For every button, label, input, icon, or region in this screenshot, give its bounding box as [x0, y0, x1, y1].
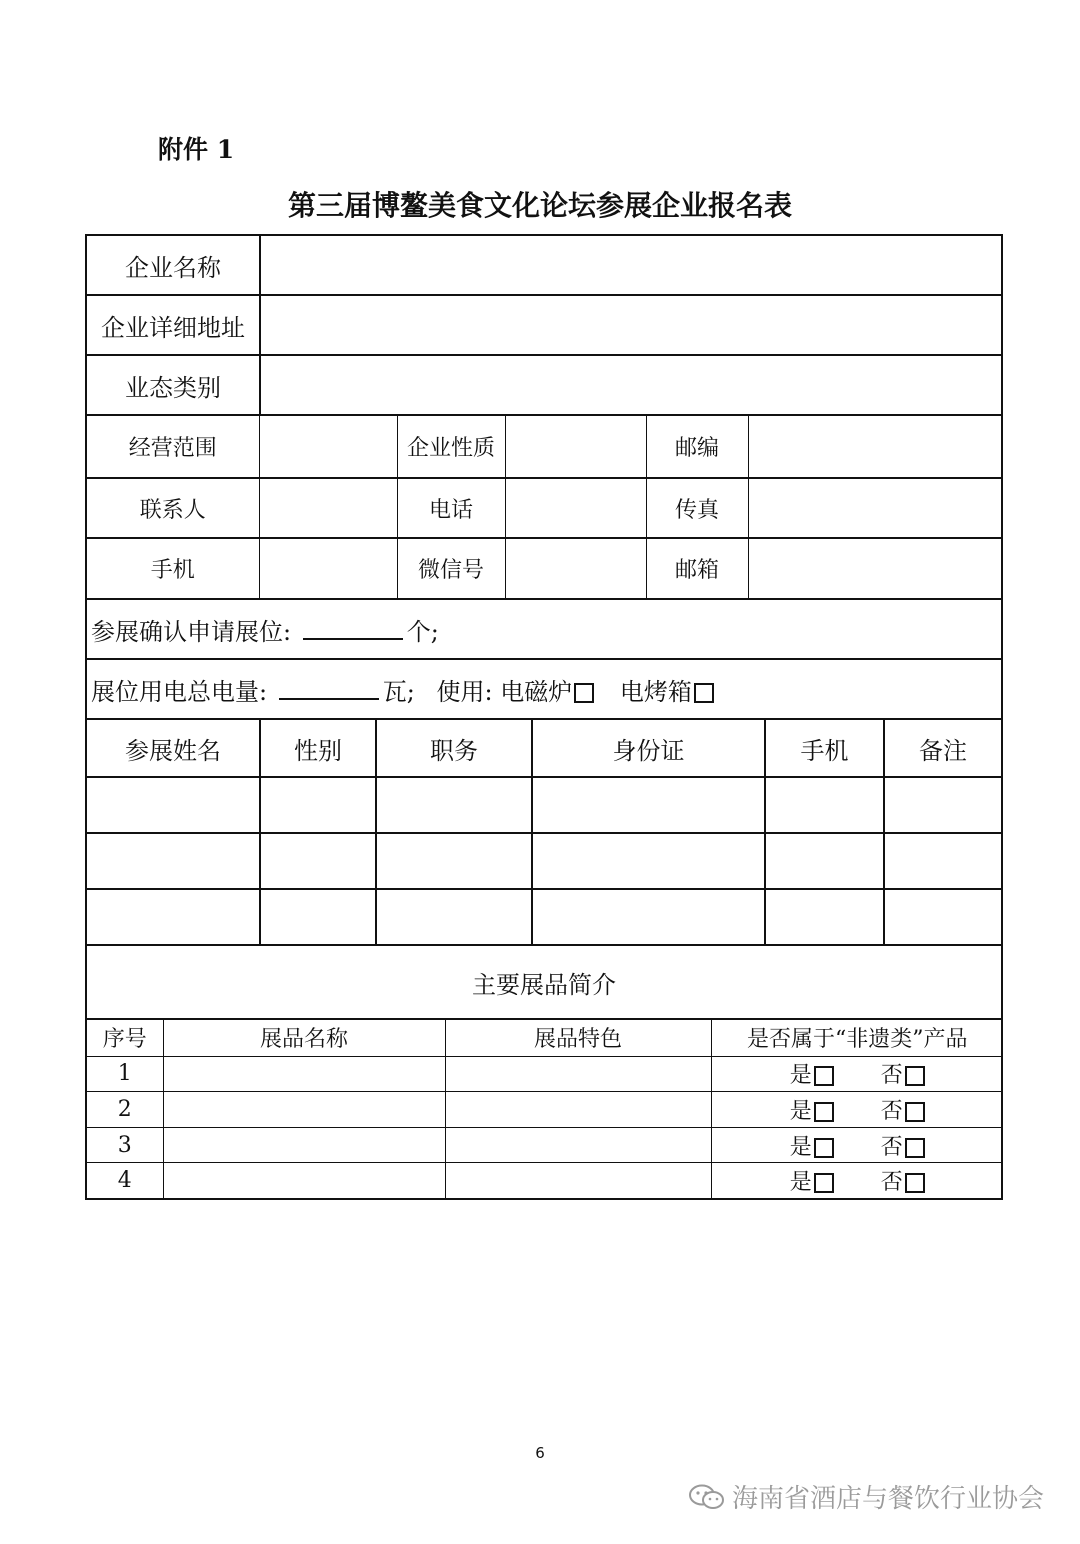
company-info-row [86, 415, 1002, 478]
company-address-label: 企业详细地址 [86, 295, 260, 355]
no-label: 否 [880, 1063, 903, 1089]
fax-field[interactable] [748, 479, 1002, 537]
attendee-cell[interactable] [532, 777, 765, 833]
product-row [87, 1056, 1002, 1092]
attendee-row [86, 833, 1002, 889]
power-unit: 瓦; [382, 677, 415, 706]
attendee-header-name: 参展姓名 [86, 719, 260, 777]
phone-label: 电话 [397, 479, 505, 537]
contact-info-row [86, 478, 1002, 538]
attendee-header-gender: 性别 [260, 719, 376, 777]
company-name-label: 企业名称 [86, 235, 260, 295]
scope-field[interactable] [259, 416, 397, 477]
scope-label: 经营范围 [87, 416, 259, 477]
product-header-feature: 展品特色 [445, 1020, 711, 1056]
product-name-field[interactable] [163, 1163, 445, 1198]
attendee-header-notes: 备注 [884, 719, 1002, 777]
product-feature-field[interactable] [445, 1163, 711, 1198]
yes-label: 是 [789, 1098, 812, 1124]
attendee-cell[interactable] [260, 777, 376, 833]
product-row [87, 1092, 1002, 1128]
attendee-cell[interactable] [532, 833, 765, 889]
product-name-field[interactable] [163, 1092, 445, 1128]
company-name-field[interactable] [260, 235, 1002, 295]
product-row [87, 1163, 1002, 1198]
product-heritage-options [711, 1163, 1002, 1198]
page-number: 6 [535, 1444, 545, 1462]
product-row [87, 1127, 1002, 1163]
yes-label: 是 [789, 1063, 812, 1089]
attendee-cell[interactable] [532, 889, 765, 945]
attendee-cell[interactable] [884, 889, 1002, 945]
product-number: 1 [87, 1056, 163, 1092]
product-header-name: 展品名称 [163, 1020, 445, 1056]
no-checkbox[interactable] [905, 1138, 925, 1158]
power-option-induction: 电磁炉 [500, 677, 573, 706]
no-checkbox[interactable] [905, 1173, 925, 1193]
attendee-cell[interactable] [376, 777, 532, 833]
yes-label: 是 [789, 1170, 812, 1196]
wechat-field[interactable] [505, 539, 646, 598]
fax-label: 传真 [646, 479, 748, 537]
booth-row [86, 599, 1002, 659]
yes-checkbox[interactable] [814, 1066, 834, 1086]
no-label: 否 [880, 1098, 903, 1124]
attendee-cell[interactable] [376, 889, 532, 945]
email-field[interactable] [748, 539, 1002, 598]
booth-count-blank[interactable] [303, 616, 403, 640]
wechat-icon [688, 1483, 726, 1511]
attendee-cell[interactable] [260, 833, 376, 889]
product-heritage-options [711, 1127, 1002, 1163]
attendee-cell[interactable] [86, 833, 260, 889]
products-section-title: 主要展品简介 [86, 945, 1002, 1019]
mobile-info-row [86, 538, 1002, 599]
watermark [688, 1478, 1044, 1515]
yes-checkbox[interactable] [814, 1173, 834, 1193]
email-label: 邮箱 [646, 539, 748, 598]
products-table [87, 1020, 1002, 1198]
oven-checkbox[interactable] [694, 683, 714, 703]
attendee-row [86, 889, 1002, 945]
no-label: 否 [880, 1170, 903, 1196]
nature-label: 企业性质 [397, 416, 505, 477]
attendee-header-mobile: 手机 [765, 719, 884, 777]
product-name-field[interactable] [163, 1127, 445, 1163]
contact-field[interactable] [259, 479, 397, 537]
attendee-cell[interactable] [765, 777, 884, 833]
power-label: 展位用电总电量: [91, 677, 268, 706]
power-option-oven: 电烤箱 [619, 677, 692, 706]
registration-form [85, 234, 1003, 1200]
product-heritage-options [711, 1092, 1002, 1128]
yes-label: 是 [789, 1134, 812, 1160]
product-feature-field[interactable] [445, 1056, 711, 1092]
attendee-header-id: 身份证 [532, 719, 765, 777]
power-row [86, 659, 1002, 719]
attendee-cell[interactable] [884, 833, 1002, 889]
postcode-field[interactable] [748, 416, 1002, 477]
product-number: 3 [87, 1127, 163, 1163]
mobile-field[interactable] [259, 539, 397, 598]
booth-unit: 个; [406, 617, 439, 646]
no-checkbox[interactable] [905, 1066, 925, 1086]
attendee-cell[interactable] [765, 889, 884, 945]
product-header-number: 序号 [87, 1020, 163, 1056]
contact-label: 联系人 [87, 479, 259, 537]
form-title: 第三届博鳌美食文化论坛参展企业报名表 [287, 189, 792, 222]
power-amount-blank[interactable] [279, 676, 379, 700]
attachment-label: 附件 1 [158, 135, 235, 164]
watermark-text: 海南省酒店与餐饮行业协会 [731, 1484, 1044, 1514]
attendee-cell[interactable] [765, 833, 884, 889]
booth-label: 参展确认申请展位: [91, 617, 292, 646]
attendee-cell[interactable] [260, 889, 376, 945]
postcode-label: 邮编 [646, 416, 748, 477]
no-label: 否 [880, 1134, 903, 1160]
business-type-field[interactable] [260, 355, 1002, 415]
wechat-label: 微信号 [397, 539, 505, 598]
yes-checkbox[interactable] [814, 1102, 834, 1122]
product-header-heritage: 是否属于“非遗类”产品 [711, 1020, 1002, 1056]
company-address-field[interactable] [260, 295, 1002, 355]
attendee-cell[interactable] [376, 833, 532, 889]
attendee-header-position: 职务 [376, 719, 532, 777]
attendee-cell[interactable] [86, 777, 260, 833]
business-type-label: 业态类别 [86, 355, 260, 415]
attendee-cell[interactable] [884, 777, 1002, 833]
product-number: 2 [87, 1092, 163, 1128]
product-name-field[interactable] [163, 1056, 445, 1092]
product-number: 4 [87, 1163, 163, 1198]
no-checkbox[interactable] [905, 1102, 925, 1122]
product-feature-field[interactable] [445, 1127, 711, 1163]
product-feature-field[interactable] [445, 1092, 711, 1128]
yes-checkbox[interactable] [814, 1138, 834, 1158]
nature-field[interactable] [505, 416, 646, 477]
induction-checkbox[interactable] [574, 683, 594, 703]
phone-field[interactable] [505, 479, 646, 537]
attendee-cell[interactable] [86, 889, 260, 945]
attendee-row [86, 777, 1002, 833]
power-use-label: 使用: [436, 677, 493, 706]
mobile-label: 手机 [87, 539, 259, 598]
products-table-cell [86, 1019, 1002, 1199]
product-heritage-options [711, 1056, 1002, 1092]
